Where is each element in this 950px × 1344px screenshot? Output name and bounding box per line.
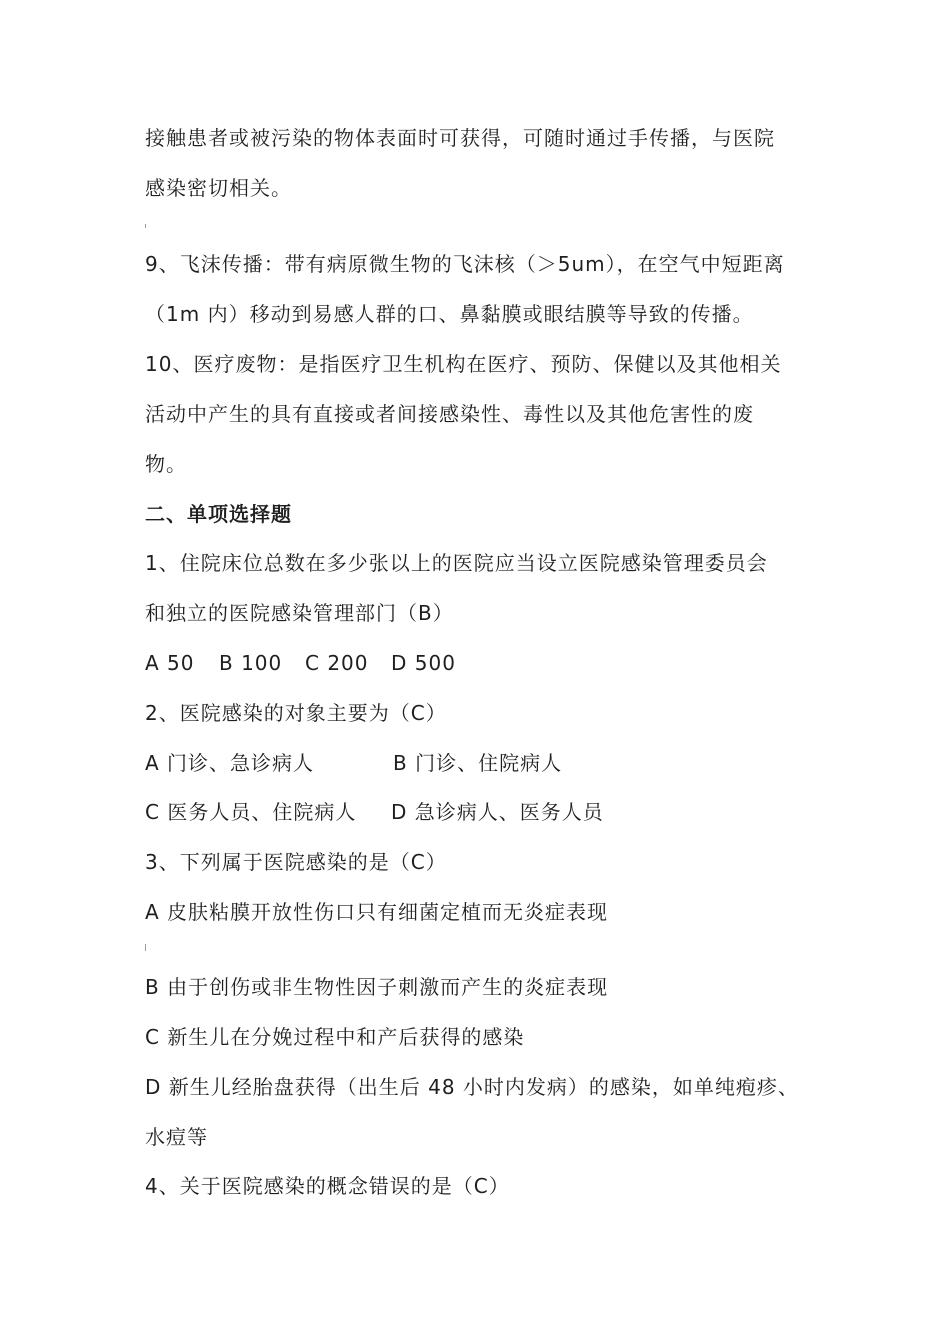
- section-title: 二、单项选择题: [145, 502, 292, 526]
- question-2-text: 2、医院感染的对象主要为（C）: [145, 701, 447, 725]
- definition-9-line: （1m 内）移动到易感人群的口、鼻黏膜或眼结膜等导致的传播。: [145, 302, 754, 326]
- paragraph-mark: [145, 944, 146, 951]
- paragraph-line: 接触患者或被污染的物体表面时可获得，可随时通过手传播，与医院: [145, 126, 775, 150]
- definition-10-line: 活动中产生的具有直接或者间接感染性、毒性以及其他危害性的废: [145, 402, 754, 426]
- question-3-option-a: A 皮肤粘膜开放性伤口只有细菌定植而无炎症表现: [145, 900, 609, 924]
- question-2-option-c: C 医务人员、住院病人: [145, 800, 357, 824]
- paragraph-line: 感染密切相关。: [145, 176, 292, 200]
- paragraph-mark: [145, 224, 146, 228]
- question-3-option-d: D 新生儿经胎盘获得（出生后 48 小时内发病）的感染，如单纯疱疹、: [145, 1075, 799, 1099]
- question-2-option-a: A 门诊、急诊病人: [145, 751, 315, 775]
- question-3-option-b: B 由于创伤或非生物性因子刺激而产生的炎症表现: [145, 975, 609, 999]
- question-1-text: 和独立的医院感染管理部门（B）: [145, 601, 454, 625]
- question-4-text: 4、关于医院感染的概念错误的是（C）: [145, 1174, 510, 1198]
- definition-10-line: 物。: [145, 452, 187, 476]
- question-1-option-c: C 200: [305, 651, 369, 675]
- definition-10-line: 10、医疗废物：是指医疗卫生机构在医疗、预防、保健以及其他相关: [145, 352, 782, 376]
- question-2-option-d: D 急诊病人、医务人员: [391, 800, 604, 824]
- question-1-option-b: B 100: [219, 651, 283, 675]
- question-1-option-a: A 50: [145, 651, 195, 675]
- question-3-option-c: C 新生儿在分娩过程中和产后获得的感染: [145, 1025, 525, 1049]
- question-3-text: 3、下列属于医院感染的是（C）: [145, 850, 447, 874]
- definition-9-line: 9、飞沫传播：带有病原微生物的飞沫核（＞5um），在空气中短距离: [145, 252, 785, 276]
- question-1-option-d: D 500: [391, 651, 456, 675]
- question-3-option-d: 水痘等: [145, 1125, 208, 1149]
- question-1-text: 1、住院床位总数在多少张以上的医院应当设立医院感染管理委员会: [145, 551, 768, 575]
- question-2-option-b: B 门诊、住院病人: [393, 751, 563, 775]
